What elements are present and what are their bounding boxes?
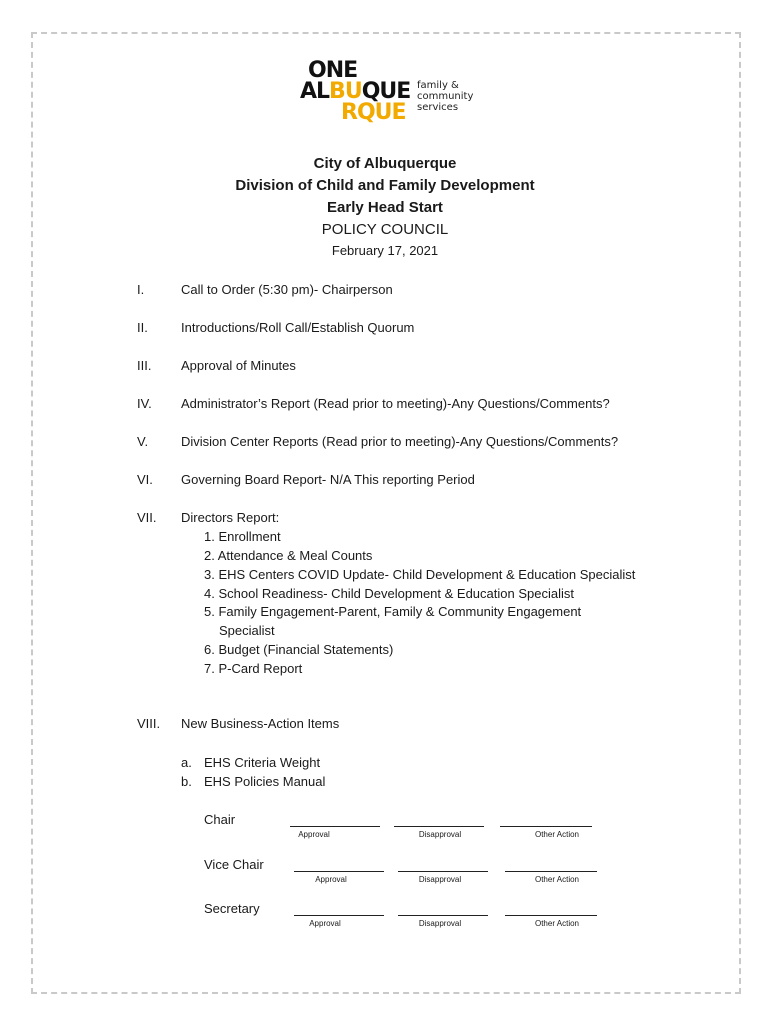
council-title: POLICY COUNCIL: [321, 221, 449, 238]
action-item: EHS Criteria Weight: [204, 755, 321, 770]
other-action-caption: Other Action: [534, 919, 580, 928]
approval-line: [294, 915, 384, 916]
action-item: EHS Policies Manual: [204, 774, 326, 789]
agenda-item: Division Center Reports (Read prior to meeting)-Any Questions/Comments?: [181, 434, 619, 449]
directors-report-item: 7. P-Card Report: [204, 661, 303, 676]
disapproval-line: [398, 915, 488, 916]
agenda-number: V.: [137, 434, 149, 449]
approval-line: [290, 826, 380, 827]
disapproval-caption: Disapproval: [418, 919, 462, 928]
approval-line: [294, 871, 384, 872]
other-action-line: [505, 915, 597, 916]
approval-caption: Approval: [298, 830, 330, 839]
directors-report-item-continued: Specialist: [219, 623, 275, 638]
other-action-caption: Other Action: [534, 830, 580, 839]
directors-report-item: 3. EHS Centers COVID Update- Child Development & Education Specialist: [204, 567, 636, 582]
directors-report-item: 4. School Readiness- Child Development & Education Specialist: [204, 586, 574, 601]
agenda-number: II.: [137, 320, 148, 335]
meeting-date: February 17, 2021: [331, 243, 439, 258]
agenda-item: Approval of Minutes: [181, 358, 296, 373]
agenda-number: VIII.: [137, 716, 161, 731]
org-title: City of Albuquerque: [313, 155, 457, 172]
disapproval-line: [398, 871, 488, 872]
action-item-letter: b.: [181, 774, 192, 789]
agenda-number: VII.: [137, 510, 157, 525]
agenda-number: III.: [137, 358, 152, 373]
logo-tagline: family & community services: [417, 80, 474, 113]
directors-report-item: 6. Budget (Financial Statements): [204, 642, 394, 657]
agenda-item: Introductions/Roll Call/Establish Quorum: [181, 320, 415, 335]
role-vice-chair: Vice Chair: [204, 857, 264, 872]
agenda-item: Administrator’s Report (Read prior to meeting)-Any Questions/Comments?: [181, 396, 610, 411]
role-secretary: Secretary: [204, 901, 260, 916]
logo-line-1: ONE: [308, 58, 358, 83]
other-action-line: [505, 871, 597, 872]
directors-report-item: 2. Attendance & Meal Counts: [204, 548, 373, 563]
agenda-number: I.: [137, 282, 145, 297]
directors-report-item: 5. Family Engagement-Parent, Family & Community Engagement: [204, 604, 582, 619]
agenda-item: Governing Board Report- N/A This reporting Period: [181, 472, 475, 487]
disapproval-caption: Disapproval: [418, 830, 462, 839]
agenda-number: VI.: [137, 472, 153, 487]
agenda-item: New Business-Action Items: [181, 716, 340, 731]
action-item-letter: a.: [181, 755, 192, 770]
approval-caption: Approval: [309, 919, 341, 928]
disapproval-line: [394, 826, 484, 827]
approval-caption: Approval: [315, 875, 347, 884]
role-chair: Chair: [204, 812, 236, 827]
logo-line-3: RQUE: [341, 100, 406, 125]
agenda-item: Directors Report:: [181, 510, 280, 525]
one-albuquerque-logo: [300, 60, 490, 126]
logo-line-2: ALBUQUE: [300, 79, 411, 104]
program-title: Early Head Start: [327, 199, 443, 216]
disapproval-caption: Disapproval: [418, 875, 462, 884]
other-action-caption: Other Action: [534, 875, 580, 884]
directors-report-item: 1. Enrollment: [204, 529, 281, 544]
agenda-item: Call to Order (5:30 pm)- Chairperson: [181, 282, 393, 297]
other-action-line: [500, 826, 592, 827]
division-title: Division of Child and Family Development: [235, 177, 535, 194]
agenda-number: IV.: [137, 396, 152, 411]
